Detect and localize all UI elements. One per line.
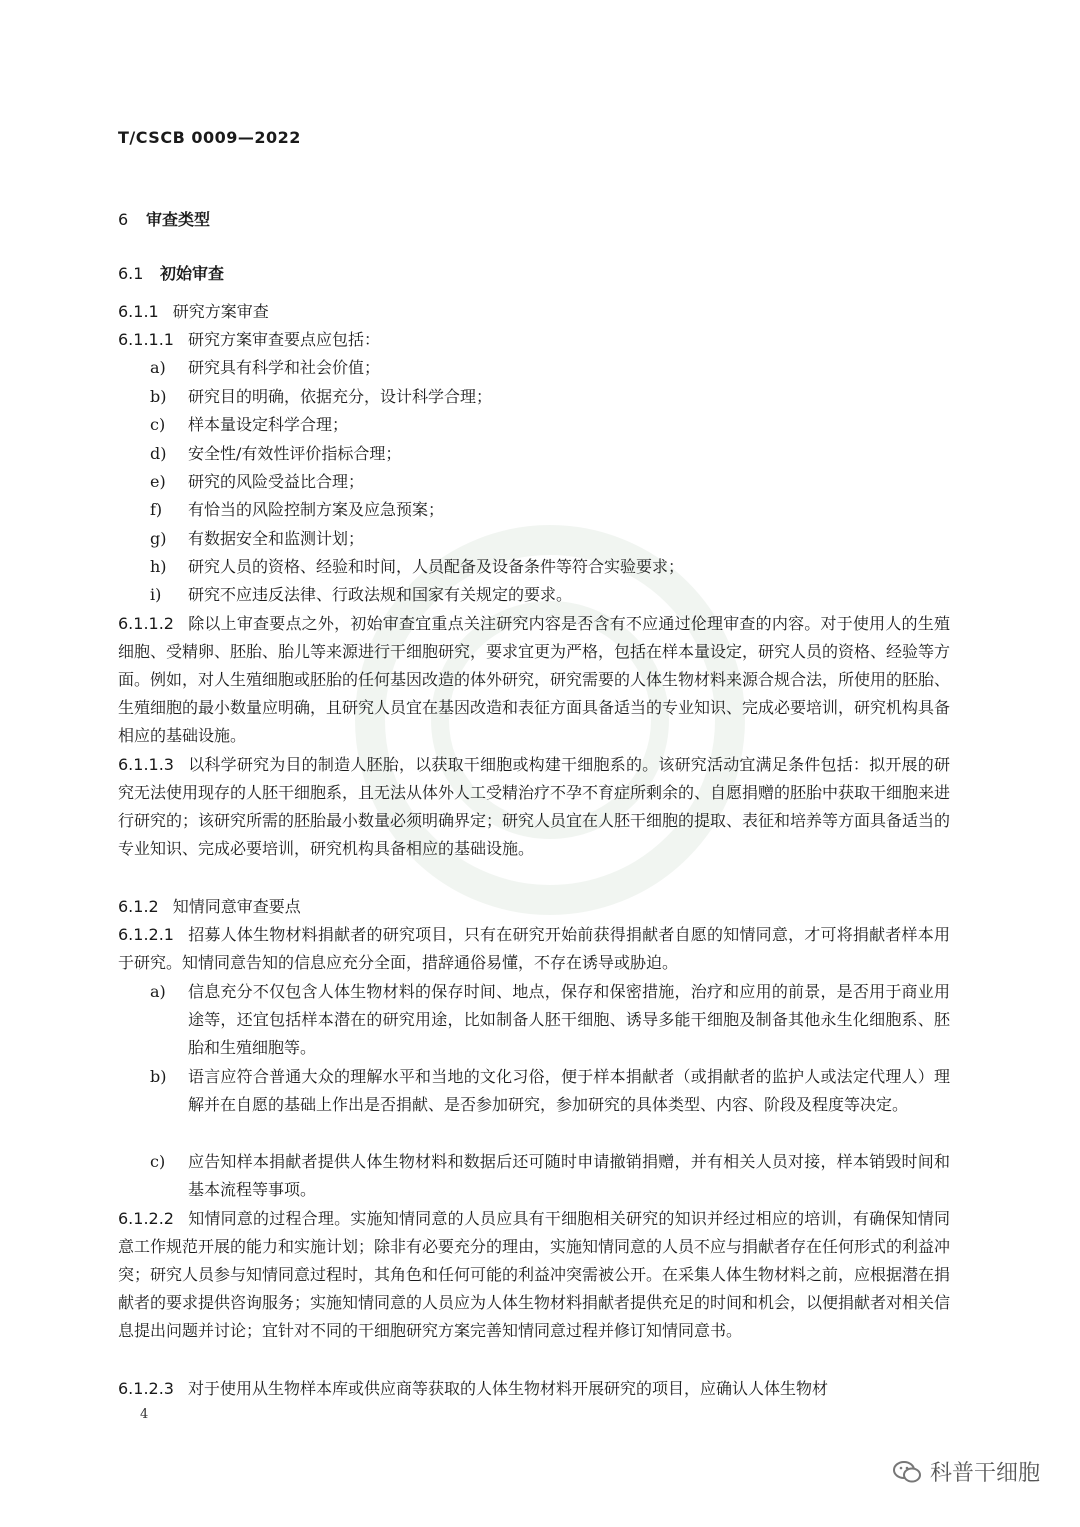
clause-6-1-2-2 xyxy=(118,1205,950,1345)
section-title: 知情同意审查要点 xyxy=(172,897,301,916)
clause-number: 6.1.1.2 xyxy=(118,614,174,633)
list-item xyxy=(150,440,950,468)
clause-text: 以科学研究为目的制造人胚胎，以获取干细胞或构建干细胞系的。该研究活动宜满足条件包括：拟开展的研究无法使用现存的人胚干细胞系，且无法从体外人工受精治疗不孕不育症所剩余的、自愿捐赠的胚胎中获取干细胞来进行研究的；该研究所需的胚胎最小数量必须明确界定；研究人员宜在人胚干细胞的提取、表征和培养等方面具备适当的专业知识、完成必要培训，研究机构具备相应的基础设施。 xyxy=(118,755,951,858)
page-number: 4 xyxy=(140,1407,149,1422)
clause-number: 6.1.2.2 xyxy=(118,1209,174,1228)
list-text: 信息充分不仅包含人体生物材料的保存时间、地点，保存和保密措施，治疗和应用的前景，是否用于商业用途等，还宜包括样本潜在的研究用途，比如制备人胚干细胞、诱导多能干细胞及制备其他永生化细胞系、胚胎和生殖细胞等。 xyxy=(188,982,950,1057)
list-text: 有恰当的风险控制方案及应急预案； xyxy=(188,500,445,519)
clause-number: 6.1.1.1 xyxy=(118,330,174,349)
clause-text: 除以上审查要点之外，初始审查宜重点关注研究内容是否含有不应通过伦理审查的内容。对于使用人的生殖细胞、受精卵、胚胎、胎儿等来源进行干细胞研究，要求宜更为严格，包括在样本量设定，研究人员的资格、经验等方面。例如，对人生殖细胞或胚胎的任何基因改造的体外研究，研究需要的人体生物材料来源合规合法，所使用的胚胎、生殖细胞的最小数量应明确，且研究人员宜在基因改造和表征方面具备适当的专业知识、完成必要培训，研究机构具备相应的基础设施。 xyxy=(118,614,951,745)
list-item xyxy=(150,978,950,1062)
list-marker: e) xyxy=(150,472,166,491)
list-marker: a) xyxy=(150,358,166,377)
list-text: 研究目的明确，依据充分，设计科学合理； xyxy=(188,387,493,406)
list-item xyxy=(150,553,950,581)
list-marker: h) xyxy=(150,557,167,576)
brand-watermark xyxy=(892,1456,1040,1487)
list-text: 研究具有科学和社会价值； xyxy=(188,358,381,377)
clause-text: 招募人体生物材料捐献者的研究项目，只有在研究开始前获得捐献者自愿的知情同意，才可将捐献者样本用于研究。知情同意告知的信息应充分全面，措辞通俗易懂，不存在诱导或胁迫。 xyxy=(118,925,950,972)
list-item xyxy=(150,468,950,496)
list-item xyxy=(150,525,950,553)
standard-code: T/CSCB 0009—2022 xyxy=(118,128,301,147)
clause-text: 知情同意的过程合理。实施知情同意的人员应具有干细胞相关研究的知识并经过相应的培训，有确保知情同意工作规范开展的能力和实施计划；除非有必要充分的理由，实施知情同意的人员不应与捐献者存在任何形式的利益冲突；研究人员参与知情同意过程时，其角色和任何可能的利益冲突需被公开。在采集人体生物材料之前，应根据潜在捐献者的要求提供咨询服务；实施知情同意的人员应为人体生物材料捐献者提供充足的时间和机会，以便捐献者对相关信息提出问题并讨论；宜针对不同的干细胞研究方案完善知情同意过程并修订知情同意书。 xyxy=(118,1209,951,1340)
list-marker: c) xyxy=(150,1152,166,1171)
list-marker: i) xyxy=(150,585,162,604)
list-text: 研究人员的资格、经验和时间，人员配备及设备条件等符合实验要求； xyxy=(188,557,685,576)
list-marker: g) xyxy=(150,529,167,548)
clause-6-1-1-3 xyxy=(118,751,950,863)
list-item xyxy=(150,496,950,524)
section-number: 6.1 xyxy=(118,264,144,283)
clause-6-1-1-1 xyxy=(118,326,380,354)
clause-6-1-1-2 xyxy=(118,610,950,750)
section-6-1-1-heading xyxy=(118,298,269,326)
section-number: 6.1.2 xyxy=(118,897,159,916)
list-text: 研究不应违反法律、行政法规和国家有关规定的要求。 xyxy=(188,585,573,604)
section-6-1-2-heading xyxy=(118,893,301,921)
list-text: 样本量设定科学合理； xyxy=(188,415,349,434)
clause-text: 对于使用从生物样本库或供应商等获取的人体生物材料开展研究的项目，应确认人体生物材 xyxy=(187,1379,828,1398)
list-item xyxy=(150,383,950,411)
list-marker: f) xyxy=(150,500,163,519)
section-title: 审查类型 xyxy=(146,210,211,229)
list-item xyxy=(150,1063,950,1119)
list-item xyxy=(150,1148,950,1204)
clause-6-1-2-1 xyxy=(118,921,950,977)
list-item xyxy=(150,581,950,609)
section-6-1-heading xyxy=(118,261,224,284)
list-text: 应告知样本捐献者提供人体生物材料和数据后还可随时申请撤销捐赠，并有相关人员对接，样本销毁时间和基本流程等事项。 xyxy=(188,1152,950,1199)
list-item xyxy=(150,354,950,382)
list-text: 安全性/有效性评价指标合理； xyxy=(188,444,402,463)
list-marker: b) xyxy=(150,1067,167,1086)
list-marker: b) xyxy=(150,387,167,406)
section-title: 研究方案审查 xyxy=(172,302,269,321)
section-title: 初始审查 xyxy=(160,264,225,283)
list-item xyxy=(150,411,950,439)
section-number: 6 xyxy=(118,210,129,229)
clause-number: 6.1.1.3 xyxy=(118,755,174,774)
clause-number: 6.1.2.3 xyxy=(118,1379,174,1398)
list-text: 有数据安全和监测计划； xyxy=(188,529,365,548)
wechat-icon xyxy=(892,1459,922,1485)
section-6-heading xyxy=(118,207,210,230)
brand-name: 科普干细胞 xyxy=(929,1461,1040,1486)
clause-6-1-2-3 xyxy=(118,1375,950,1403)
list-text: 语言应符合普通大众的理解水平和当地的文化习俗，便于样本捐献者（或捐献者的监护人或法定代理人）理解并在自愿的基础上作出是否捐献、是否参加研究，参加研究的具体类型、内容、阶段及程度等决定。 xyxy=(188,1067,950,1114)
section-number: 6.1.1 xyxy=(118,302,159,321)
list-marker: c) xyxy=(150,415,166,434)
clause-text: 研究方案审查要点应包括： xyxy=(187,330,380,349)
list-marker: d) xyxy=(150,444,167,463)
list-marker: a) xyxy=(150,982,166,1001)
list-text: 研究的风险受益比合理； xyxy=(188,472,365,491)
clause-number: 6.1.2.1 xyxy=(118,925,174,944)
